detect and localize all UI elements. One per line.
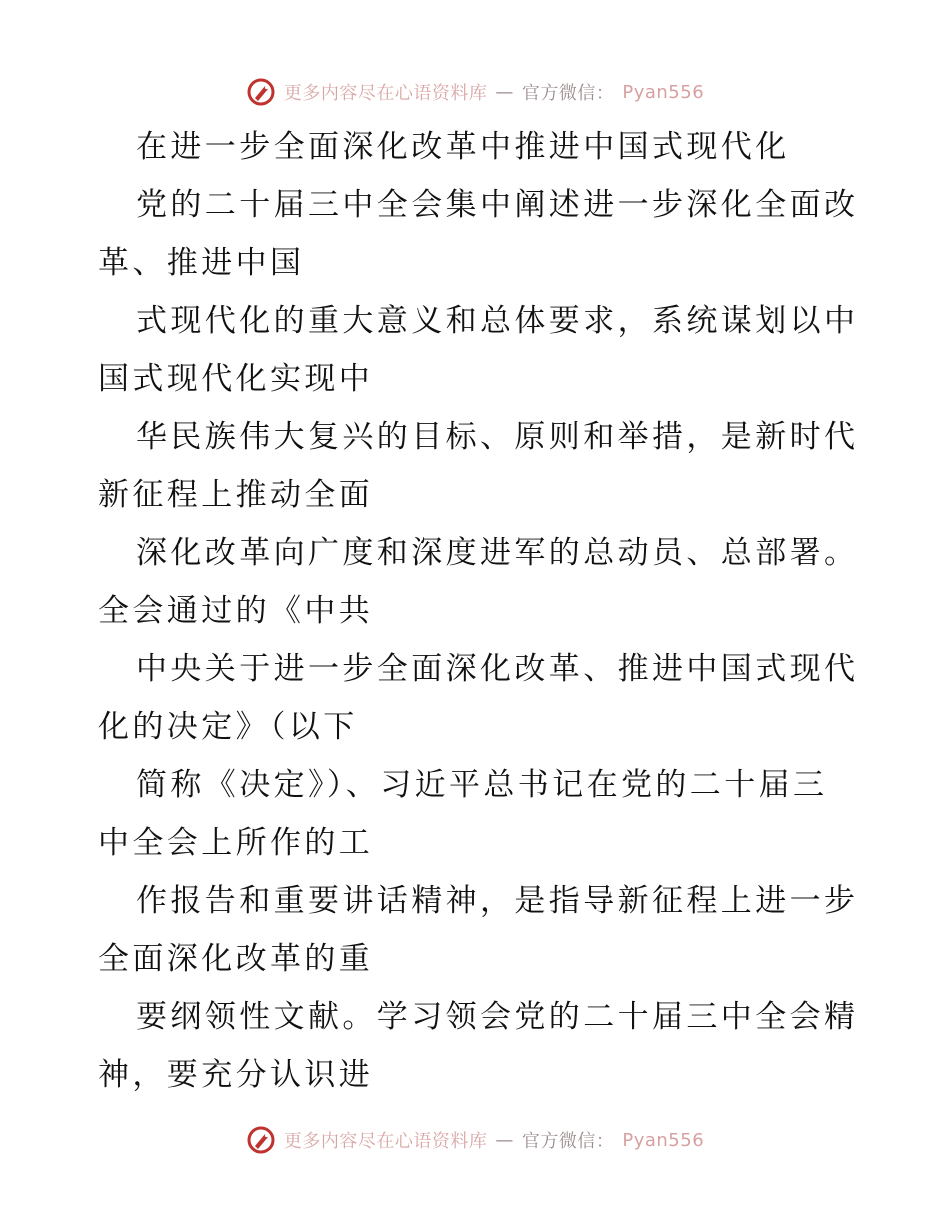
document-line: 全面深化改革的重 bbox=[98, 941, 374, 977]
document-line: 革、推进中国 bbox=[98, 245, 305, 281]
document-line: 在进一步全面深化改革中推进中国式现代化 bbox=[136, 129, 790, 165]
watermark-wechat-label: 官方微信： bbox=[521, 83, 615, 104]
document-line: 华民族伟大复兴的目标、原则和举措，是新时代 bbox=[136, 419, 859, 455]
document-line: 新征程上推动全面 bbox=[98, 477, 374, 513]
document-line: 作报告和重要讲话精神，是指导新征程上进一步 bbox=[136, 883, 859, 919]
document-line: 国式现代化实现中 bbox=[98, 361, 374, 397]
document-line: 简称《决定》）、习近平总书记在党的二十届三 bbox=[136, 767, 828, 803]
pen-nib-logo-icon bbox=[246, 1125, 276, 1155]
document-line: 党的二十届三中全会集中阐述进一步深化全面改 bbox=[136, 187, 859, 223]
footer-watermark bbox=[0, 1120, 950, 1160]
document-line: 式现代化的重大意义和总体要求，系统谋划以中 bbox=[136, 303, 859, 339]
document-line: 中全会上所作的工 bbox=[98, 825, 374, 861]
watermark-site-text: 更多内容尽在心语资料库 bbox=[283, 83, 488, 104]
document-line: 化的决定》（以下 bbox=[98, 709, 358, 745]
document-line: 要纲领性文献。学习领会党的二十届三中全会精 bbox=[136, 999, 859, 1035]
watermark-wechat-label: 官方微信： bbox=[521, 1131, 615, 1152]
document-line: 中央关于进一步全面深化改革、推进中国式现代 bbox=[136, 651, 859, 687]
watermark-site-text: 更多内容尽在心语资料库 bbox=[283, 1131, 488, 1152]
watermark-dash: — bbox=[495, 81, 514, 103]
watermark-wechat-account: Pyan556 bbox=[622, 1129, 705, 1151]
header-watermark bbox=[0, 72, 950, 112]
watermark-wechat-account: Pyan556 bbox=[622, 81, 705, 103]
watermark-dash: — bbox=[495, 1129, 514, 1151]
document-body bbox=[98, 118, 858, 1104]
document-line: 全会通过的《中共 bbox=[98, 593, 374, 629]
pen-nib-logo-icon bbox=[246, 77, 276, 107]
document-line: 深化改革向广度和深度进军的总动员、总部署。 bbox=[136, 535, 859, 571]
document-line: 神，要充分认识进 bbox=[98, 1057, 374, 1093]
